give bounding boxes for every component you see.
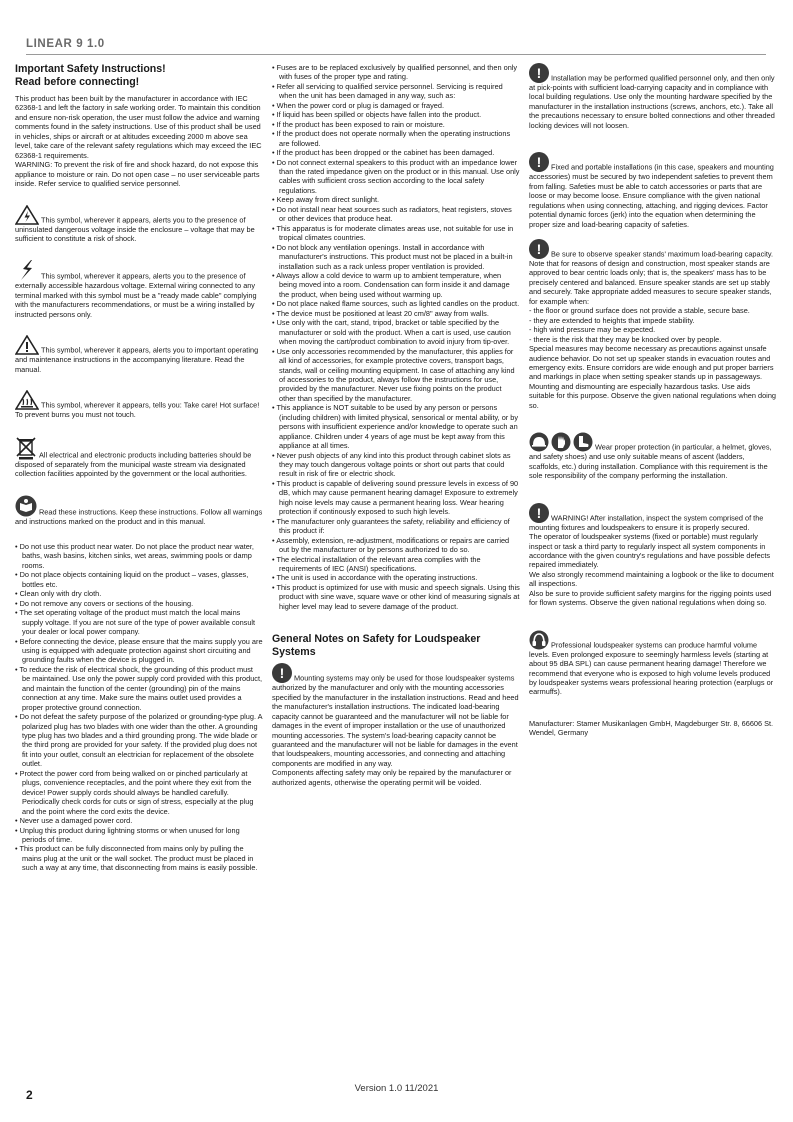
list-item: • Unplug this product during lightning storms or when unused for long periods of time. <box>15 826 263 845</box>
speaker-stands-text: Be sure to observe speaker stands' maximum load-bearing capacity. Note that for reasons of design and construction, most speaker stands are approved to bear centric loads only; that is, the speakers' mass has to be precisely centered and balanced. Ensure speaker stands are set up stably and securely. Take appropriate added measures to secure speaker stands, for example when: - the floor or ground surface does not provide a stable, secure base. - they are extended to heights that impede stability. - high wind pressure may be expected. - there is the risk that they may be knocked over by people. Special measures may become necessary as precautions against unsafe audience behavior. Do not set up speaker stands in evacuation routes and emergency exits. Ensure corridors are wide enough and put proper barriers and markings in place when setting speaker stands up in passageways. Mounting and dismounting are especially hazardous tasks. Use aids suitable for this purpose. Observe the given national regulations when doing so. <box>529 249 776 410</box>
list-item: • Do not install near heat sources such as radiators, heat registers, stoves or other devices that produce heat. <box>272 205 520 224</box>
list-item: • Keep away from direct sunlight. <box>272 195 520 204</box>
list-item: • Do not block any ventilation openings. Install in accordance with manufacturer's instructions. This product must not be placed in a built-in installation such as a rack unless proper ventilation is provided. <box>272 243 520 271</box>
symbol-hot-surface-note <box>15 390 263 419</box>
page-number: 2 <box>26 1088 33 1102</box>
hearing-paragraph <box>529 630 777 697</box>
symbol-hot-surface-text: This symbol, wherever it appears, tells you: Take care! Hot surface! To prevent burns you must not touch. <box>15 400 260 420</box>
list-item: • This apparatus is for moderate climates areas use, not suitable for use in tropical climates countries. <box>272 224 520 243</box>
list-item: • The manufacturer only guarantees the safety, reliability and efficiency of this product if: <box>272 517 520 536</box>
symbol-shock-note <box>15 205 263 244</box>
symbol-read-manual-note <box>15 495 263 526</box>
list-item: • Do not use this product near water. Do not place the product near water, baths, wash basins, kitchen sinks, wet areas, swimming pools or damp rooms. <box>15 542 263 570</box>
symbol-read-manual-text: Read these instructions. Keep these instructions. Follow all warnings and instructions marked on the product and in this manual. <box>15 507 263 526</box>
list-item: • This product can be fully disconnected from mains only by pulling the mains plug at the unit or the wall socket. The product must be placed in such a way at any time, that disconnecting from mains is easily possible. <box>15 844 263 872</box>
list-item: • Assembly, extension, re-adjustment, modifications or repairs are carried out by the manufacturer or by persons authorized to do so. <box>272 536 520 555</box>
list-item: • Fuses are to be replaced exclusively by qualified personnel, and then only with fuses of the proper type and rating. <box>272 63 520 82</box>
exclamation-circle-icon: ! <box>529 152 549 172</box>
symbol-disposal-text: All electrical and electronic products including batteries should be disposed of separately from the municipal waste stream via designated collection facilities appointed by the government or the local authorities. <box>15 450 252 479</box>
page-header <box>26 38 766 55</box>
mounting-text: Mounting systems may only be used for those loudspeaker systems authorized by the manufacturer and only with the mounting accessories specified by the manufacturer in the installation instructions. Read and heed the manufacturer's installation instructions. The indicated load-bearing capacity cannot be guaranteed and the manufacturer will not be liable for damages in the event of improper installation or the use of unauthorized mounting accessories. The system's load-bearing capacity cannot be guaranteed and the manufacturer will not be liable for damages in the event that loudspeakers, mounting accessories, and connecting and attaching components are modified in any way. Components affecting safety may only be repaired by the manufacturer or authorized agents, otherwise the operating permit will be voided. <box>272 673 519 787</box>
list-item: • Do not connect external speakers to this product with an impedance lower than the rated impedance given on the product or in this manual. Use only cables with sufficient cross section according to the local safety regulations. <box>272 158 520 196</box>
list-item: • When the power cord or plug is damaged or frayed. <box>272 101 520 110</box>
list-item: • Use only accessories recommended by the manufacturer, this applies for all kind of accessories, for example protective covers, transport bags, stands, wall or ceiling mounting equipment. In case of attaching any kind of accessories to the product, always follow the instructions for use, provided by the manufacturer. Never use fixing points on the product other than specified by the manufacturer. <box>272 347 520 404</box>
list-item: • Do not remove any covers or sections of the housing. <box>15 599 263 608</box>
list-item: • Protect the power cord from being walked on or pinched particularly at plugs, convenience receptacles, and the point where they exit from the device! Power supply cords should always be handled carefully. Periodically check cords for cuts or sign of stress, especially at the plug and the point where the cord exits the device. <box>15 769 263 816</box>
exclamation-circle-icon: ! <box>529 63 549 83</box>
lightning-warning-icon <box>15 205 39 225</box>
installation-paragraph <box>529 63 777 130</box>
list-item: • If the product has been exposed to rain or moisture. <box>272 120 520 129</box>
version-label: Version 1.0 11/2021 <box>354 1083 439 1094</box>
column-1 <box>15 63 263 873</box>
column-3 <box>529 63 777 738</box>
symbol-manual-text: This symbol, wherever it appears, alerts you to important operating and maintenance instructions in the accompanying literature. Read the manual. <box>15 345 259 374</box>
service-bullet-list <box>272 63 520 611</box>
list-item: • If the product does not operate normally when the operating instructions are followed. <box>272 129 520 148</box>
hot-surface-warning-icon <box>15 390 39 410</box>
mounting-paragraph <box>272 663 520 787</box>
list-item: • Do not defeat the safety purpose of the polarized or grounding-type plug. A polarized plug has two blades with one wider than the other. A grounding type plug has two blades and a third grounding prong. The wide blade or the third prong are provided for your safety. If the provided plug does not fit into your outlet, consult an electrician for replacement of the obsolete outlet. <box>15 712 263 769</box>
hearing-text: Professional loudspeaker systems can produce harmful volume levels. Even prolonged exposure to seemingly harmless levels (starting at about 95 dBA SPL) can cause permanent hearing damage! Therefore we recommend that everyone who is exposed to high volume levels produced by loudspeaker systems wears professional hearing protection (earplugs or earmuffs). <box>529 640 774 697</box>
lightning-icon <box>15 259 39 281</box>
list-item: • The electrical installation of the relevant area complies with the requirements of IEC (ANSI) specifications. <box>272 555 520 574</box>
helmet-icon <box>529 432 549 452</box>
safety-shoes-icon <box>573 432 593 452</box>
list-item: • Refer all servicing to qualified service personnel. Servicing is required when the unit has been damaged in any way, such as: <box>272 82 520 101</box>
list-item: • Never use a damaged power cord. <box>15 816 263 825</box>
weee-bin-icon <box>15 436 37 460</box>
intro-paragraph: This product has been built by the manufacturer in accordance with IEC 62368-1 and left the factory in safe working order. To maintain this condition and ensure non-risk operation, the user must follow the advice and warning comments found in the safety instructions. Use of this product shall be used in vehicles, ships or aircraft or at altitudes exceeding 2000 m above sea level, take care of the relevant safety regulations which may exceed the IEC 62368-1 requirements. WARNING: To prevent the risk of fire and shock hazard, do not expose this appliance to moisture or rain. Do not open case – no user serviceable parts inside. Refer service to qualified service personnel. <box>15 94 262 189</box>
list-item: • This product is capable of delivering sound pressure levels in excess of 90 dB, which may cause permanent hearing damage! Exposure to extremely high noise levels may cause a permanent hearing loss. Wear hearing protection if continously exposed to such high levels. <box>272 479 520 517</box>
list-item: • This product is optimized for use with music and speech signals. Using this product with sine wave, square wave or other kind of measuring signals at higher level may lead to severe damage of the product. <box>272 583 520 611</box>
exclamation-circle-icon: ! <box>272 663 292 683</box>
speaker-stands-paragraph <box>529 239 777 410</box>
list-item: • This appliance is NOT suitable to be used by any person or persons (including children) with limited physical, sensorical or mental ability, or by persons with insufficient experience and/or knowledge to operate such an appliance. Children under 4 years of age must be kept away from this appliance at all times. <box>272 403 520 450</box>
safety-bullet-list <box>15 542 263 873</box>
gloves-icon <box>551 432 571 452</box>
list-item: • Do not place objects containing liquid on the product – vases, glasses, bottles etc. <box>15 570 263 589</box>
list-item: • Always allow a cold device to warm up to ambient temperature, when being moved into a room. Condensation can form inside it and damage the product, when being used without warming up. <box>272 271 520 299</box>
document-title: LINEAR 9 1.0 <box>26 38 105 50</box>
list-item: • Never push objects of any kind into this product through cabinet slots as they may touch dangerous voltage points or short out parts that could result in risk of fire or electric shock. <box>272 451 520 479</box>
exclamation-warning-icon <box>15 335 39 355</box>
safety-instructions-title: Important Safety Instructions! Read before connecting! <box>15 63 166 88</box>
protection-paragraph <box>529 432 777 480</box>
loudspeaker-safety-title: General Notes on Safety for Loudspeaker Systems <box>272 633 481 659</box>
list-item: • Do not place naked flame sources, such as lighted candles on the product. <box>272 299 520 308</box>
list-item: • The unit is used in accordance with the operating instructions. <box>272 573 520 582</box>
list-item: • Before connecting the device, please ensure that the mains supply you are using is equipped with adequate protection against short circuiting and grounding faults when the device is plugged in. <box>15 637 263 665</box>
symbol-external-voltage-text: This symbol, wherever it appears, alerts you to the presence of externally accessible hazardous voltage. External wiring connected to any terminal marked with this symbol must be a "ready made cable" complying with the manufacturers recommendations, or must be a wiring installed by instructed persons only. <box>15 271 257 319</box>
symbol-shock-text: This symbol, wherever it appears, alerts you to the presence of uninsulated dangerous voltage inside the enclosure – voltage that may be sufficient to constitute a risk of shock. <box>15 215 255 243</box>
manufacturer-address: Manufacturer: Stamer Musikanlagen GmbH, Magdeburger Str. 8, 66606 St. Wendel, Germany <box>529 718 774 738</box>
symbol-external-voltage-note <box>15 259 263 319</box>
ear-protection-icon <box>529 630 549 650</box>
list-item: • To reduce the risk of electrical shock, the grounding of this product must be maintained. Use only the power supply cord provided with this product, and maintain the function of the center (grounding) pin of the mains connection at any time. Make sure the mains outlet used provides a proper protective ground connection. <box>15 665 263 712</box>
exclamation-circle-icon: ! <box>529 239 549 259</box>
inspection-text: WARNING! After installation, inspect the system comprised of the mounting fixtures and loudspeakers to ensure it is properly secured. The operator of loudspeaker systems (fixed or portable) must regularly inspect or task a third party to regularly inspect all system components in accordance with the given country's regulations and have possible defects repaired immediately. We also strongly recommend maintaining a logbook or the like to document all inspections. Also be sure to provide sufficient safety margins for the rigging points used for flown systems. Observe the given national regulations when doing so. <box>529 513 774 608</box>
exclamation-circle-icon: ! <box>529 503 549 523</box>
protection-text: Wear proper protection (in particular, a helmet, gloves, and safety shoes) and use only suitable means of ascent (ladders, scaffolds, etc.) during installation. Compliance with this requirement is the sole responsibility of the company performing the installation. <box>529 442 772 481</box>
list-item: • Use only with the cart, stand, tripod, bracket or table specified by the manufacturer or sold with the product. When a cart is used, use caution when moving the cart/product combination to avoid injury from tip-over. <box>272 318 520 346</box>
list-item: • If the product has been dropped or the cabinet has been damaged. <box>272 148 520 157</box>
read-manual-icon <box>15 495 37 517</box>
inspection-paragraph <box>529 503 777 608</box>
symbol-manual-note <box>15 335 263 374</box>
column-2 <box>272 63 520 787</box>
list-item: • If liquid has been spilled or objects have fallen into the product. <box>272 110 520 119</box>
list-item: • Clean only with dry cloth. <box>15 589 263 598</box>
fixed-installation-paragraph <box>529 152 777 229</box>
installation-text: Installation may be performed qualified personnel only, and then only at pick-points with sufficient load-carrying capacity and in compliance with local building regulations. Use only the mounting hardware specified by the manufacturer in the installation instructions (screws, anchors, etc.). Take all the precautions necessary to ensure bolted connections and other threaded locking devices will not loosen. <box>529 73 775 130</box>
list-item: • The set operating voltage of the product must match the local mains supply voltage. If you are not sure of the type of power available consult your dealer or local power company. <box>15 608 263 636</box>
list-item: • The device must be positioned at least 20 cm/8" away from walls. <box>272 309 520 318</box>
fixed-installation-text: Fixed and portable installations (in this case, speakers and mounting accessories) must be secured by two independent safeties to prevent them from falling. Safeties must be able to catch accessories or parts that are loose or may become loose. Ensure compliance with the given national regulations when using connecting, attaching, and rigging devices. Factor potential dynamic forces (jerk) into the equation when determining the proper size and load-bearing capacity of safeties. <box>529 162 774 229</box>
symbol-disposal-note <box>15 436 263 479</box>
